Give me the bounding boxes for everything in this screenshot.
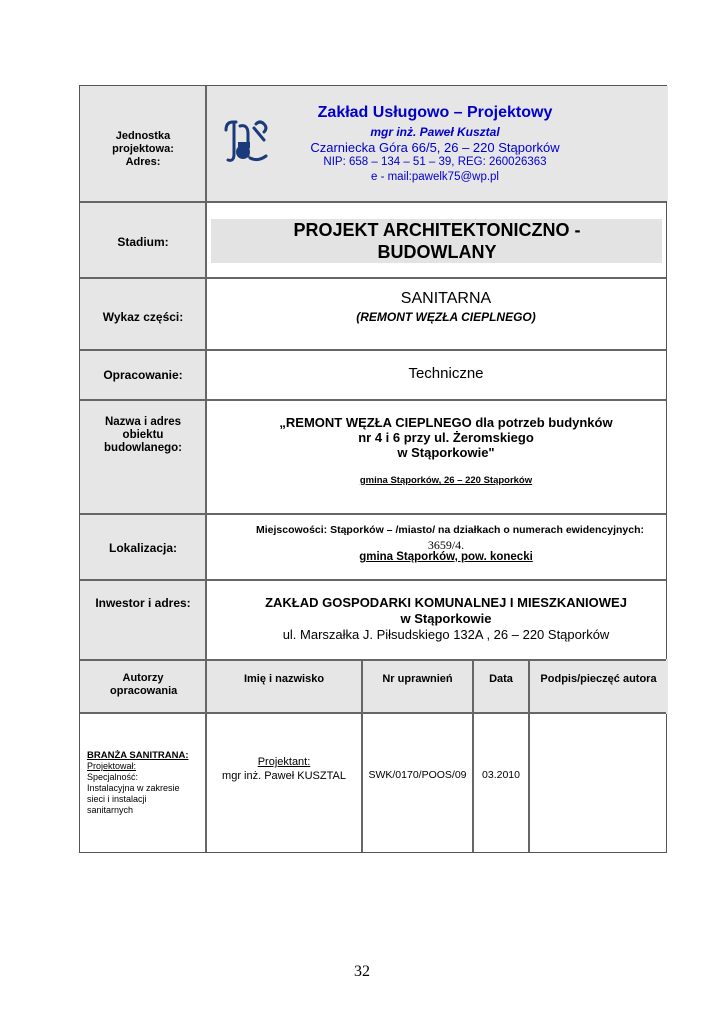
row-divider — [80, 399, 666, 401]
company-nip: NIP: 658 – 134 – 51 – 39, REG: 260026363 — [323, 156, 547, 168]
investor-label-bg — [80, 579, 206, 659]
row-divider — [80, 712, 666, 714]
object-label: Nazwa i adres obiektu budowlanego: — [104, 416, 182, 454]
authors-header-signature: Podpis/pieczęć autora — [540, 673, 657, 685]
row-divider — [80, 659, 666, 661]
row-divider — [80, 201, 666, 203]
location-line1: Miejscowości: Stąporków – /miasto/ na działkach o numerach ewidencyjnych: — [255, 524, 645, 536]
stage-title-line2: BUDOWLANY — [377, 242, 497, 262]
object-gmina: gmina Stąporków, 26 – 220 Stąporków — [359, 475, 533, 486]
stage-title — [206, 219, 668, 263]
authors-row-branch — [87, 750, 202, 816]
location-parcel: 3659/4. — [427, 538, 465, 552]
location-gmina: gmina Stąporków, pow. konecki — [359, 551, 533, 563]
authors-header-date: Data — [489, 673, 513, 685]
branch-title: BRANŻA SANITRANA: — [87, 750, 189, 761]
authors-header-name: Imię i nazwisko — [243, 673, 325, 685]
investor-label: Inwestor i adres: — [95, 596, 191, 610]
prepared-value: Techniczne — [408, 365, 484, 382]
column-divider — [528, 659, 530, 852]
object-name-line3: w Stąporkowie" — [397, 445, 495, 460]
object-name-line2: nr 4 i 6 przy ul. Żeromskiego — [358, 430, 534, 445]
company-name: Zakład Usługowo – Projektowy — [317, 104, 553, 121]
label-column-divider — [205, 86, 207, 852]
company-email-text: e - mail:pawelk75@wp.pl — [370, 171, 499, 183]
object-name-line1: „REMONT WĘZŁA CIEPLNEGO dla potrzeb budynków — [279, 415, 613, 430]
parts-subtitle: (REMONT WĘZŁA CIEPLNEGO) — [356, 310, 536, 324]
title-page-table — [79, 85, 667, 853]
parts-label: Wykaz części: — [102, 310, 184, 324]
designed-label: Projektował: — [87, 761, 137, 771]
object-name — [206, 415, 686, 460]
parts-title: SANITARNA — [400, 290, 492, 307]
prepared-label: Opracowanie: — [103, 368, 183, 382]
authors-header-license: Nr uprawnień — [382, 673, 453, 685]
authors-row-license: SWK/0170/POOS/09 — [368, 769, 467, 781]
row-divider — [80, 277, 666, 279]
designer-role: Projektant: — [257, 756, 311, 768]
investor-address: ul. Marszałka J. Piłsudskiego 132A , 26 – 220 Stąporków — [282, 627, 610, 642]
company-person: mgr inż. Paweł Kusztal — [370, 125, 500, 139]
stage-label: Stadium: — [117, 235, 169, 249]
row-divider — [80, 349, 666, 351]
location-label: Lokalizacja: — [108, 541, 178, 555]
column-divider — [472, 659, 474, 852]
investor-name-line2: w Stąporkowie — [400, 611, 492, 626]
company-logo-icon — [220, 116, 272, 168]
authors-row-person — [206, 755, 362, 783]
investor-name — [206, 595, 686, 627]
stage-title-line1: PROJEKT ARCHITEKTONICZNO - — [293, 220, 581, 240]
row-divider — [80, 579, 666, 581]
company-address: Czarniecka Góra 66/5, 26 – 220 Stąporków — [310, 140, 560, 155]
page-number: 32 — [354, 963, 370, 980]
investor-name-line1: ZAKŁAD GOSPODARKI KOMUNALNEJ I MIESZKANIOWEJ — [265, 595, 627, 610]
company-email — [276, 171, 594, 183]
unit-label: Jednostka projektowa: Adres: — [112, 130, 174, 168]
row-divider — [80, 513, 666, 515]
authors-row-date: 03.2010 — [482, 769, 520, 781]
specialty-text: Specjalność: Instalacyjna w zakresie sieci i instalacji sanitarnych — [87, 772, 180, 815]
authors-header-authors: Autorzy opracowania — [110, 672, 178, 697]
designer-name: mgr inż. Paweł KUSZTAL — [222, 770, 346, 782]
